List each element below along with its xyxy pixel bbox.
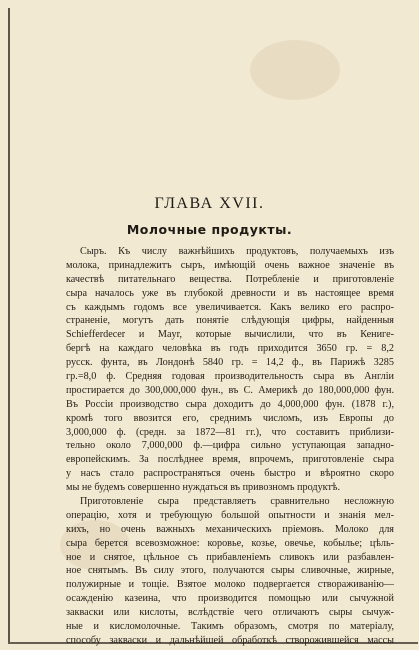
text-line: операцію, хотя и требующую большой опытности и знанія мел-: [66, 509, 394, 521]
text-line: тельно около 7,000,000 ф.—цифра сильно уступающая западно-: [66, 440, 394, 452]
text-line: русск. фунта, въ Лондонѣ 5840 гр. = 14,2 ф., въ Парижѣ 3285: [66, 357, 394, 369]
text-line: Въ Россіи производство сыра доходитъ до 4,000,000 фун. (1878 г.),: [66, 398, 394, 410]
text-line: бергѣ на каждаго человѣка въ годъ приходится 3650 гр. = 8,2: [66, 343, 394, 355]
text-line: полужирные и тощіе. Взятое молоко подвергается створаживанію—: [66, 579, 394, 591]
text-line: ное снятымъ. Въ силу этого, получаются сыры сливочные, жирные,: [66, 565, 394, 577]
text-line: европейскимъ. За послѣднее время, впрочемъ, приготовленіе сыра: [66, 454, 394, 466]
paper-stain: [250, 40, 340, 100]
chapter-heading: ГЛАВА XVII.: [154, 195, 265, 212]
text-line: молока, принадлежитъ сыръ, имѣющій очень важное значеніе въ: [66, 259, 394, 271]
text-line: закваски или кислоты, вслѣдствіе чего отличаютъ сыры сычуж-: [66, 607, 394, 619]
text-line: съ каждымъ годомъ все увеличивается. Какъ велико его распро-: [66, 301, 394, 313]
text-line: Сыръ. Къ числу важнѣйшихъ продуктовъ, получаемыхъ изъ: [80, 246, 394, 257]
text-line: кихъ, но очень важныхъ механическихъ пріемовъ. Молоко для: [66, 523, 394, 535]
text-line: простирается до 300,000,000 фун., въ С. Америкѣ до 180,000,000 фун.: [66, 384, 394, 396]
text-line: осажденію казеина, что производится помощью или сычужной: [66, 593, 394, 605]
page-left-border: [8, 8, 10, 642]
chapter-title: Молочные продукты.: [126, 222, 293, 237]
text-line: гр.=8,0 ф. Средняя годовая производительность сыра въ Англіи: [66, 371, 394, 383]
text-line: ные и кисломолочные. Такимъ образомъ, смотря по матеріалу,: [66, 621, 394, 633]
body-text: [66, 245, 394, 648]
text-line: сыра началось уже въ глубокой древности и въ настоящее время: [66, 287, 394, 299]
text-line: страненіе, могутъ дать понятіе слѣдующія цифры, найденныя: [66, 315, 394, 327]
text-line: у насъ стало распространяться очень быстро и вѣроятно скоро: [66, 468, 394, 480]
text-line: ное и снятое, цѣльное съ прибавленіемъ сливокъ или разбавлен-: [66, 551, 394, 563]
text-line: Schiefferdecer и Mayr, которые вычислили, что въ Кениге-: [66, 329, 394, 341]
text-line: кромѣ того ввозится его, среднимъ числомъ, изъ Европы до: [66, 412, 394, 424]
text-line: качествѣ питательнаго вещества. Потребленіе и приготовленіе: [66, 273, 394, 285]
text-line: 3,000,000 ф. (средн. за 1872—81 гг.), что составитъ приблизи-: [66, 426, 394, 438]
text-line: мы не будемъ совершенно нуждаться въ привозномъ продуктѣ.: [66, 482, 341, 494]
text-line: Приготовленіе сыра представляетъ сравнительно несложную: [80, 496, 394, 508]
text-line: сыра берется всевозможное: коровье, козье, овечье, кобылье; цѣль-: [66, 537, 394, 549]
text-line: способу закваски и дальнѣйшей обработкѣ створожившейся массы: [66, 634, 394, 646]
